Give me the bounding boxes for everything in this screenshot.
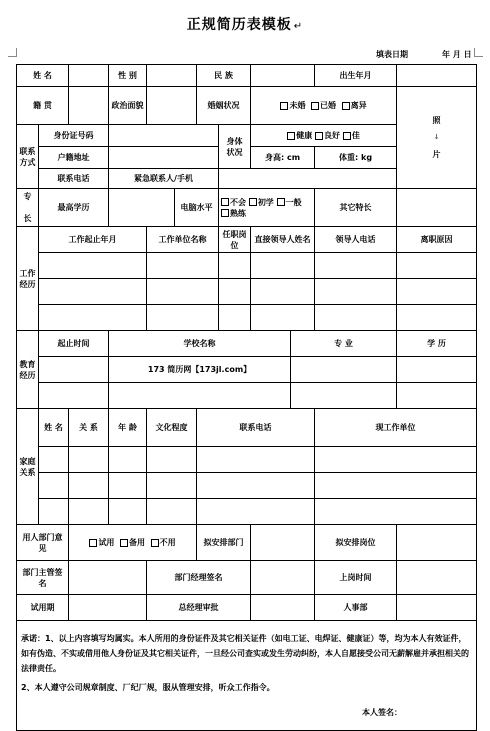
- edu-cell[interactable]: [109, 383, 291, 409]
- checkbox-icon[interactable]: [221, 198, 229, 206]
- family-cell[interactable]: [147, 473, 197, 499]
- family-cell[interactable]: [69, 447, 109, 473]
- family-header-employer: 现工作单位: [315, 409, 477, 447]
- edu-header-degree: 学 历: [397, 331, 477, 357]
- native-label: 籍 贯: [17, 87, 69, 125]
- hukou-label: 户籍地址: [39, 147, 109, 169]
- work-cell[interactable]: [39, 279, 147, 305]
- family-cell[interactable]: [109, 499, 147, 525]
- family-side-label: 家庭关系: [17, 409, 39, 525]
- family-cell[interactable]: [69, 499, 109, 525]
- gm-sign-field[interactable]: [251, 561, 315, 595]
- resume-form-table: [16, 64, 477, 731]
- table-row: [17, 279, 477, 305]
- signature-label: 本人签名：: [362, 708, 403, 717]
- work-cell[interactable]: [147, 253, 219, 279]
- family-cell[interactable]: [147, 447, 197, 473]
- name-field[interactable]: [69, 65, 109, 87]
- table-row: [17, 383, 477, 409]
- table-row: [17, 305, 477, 331]
- option-trial: 试用: [98, 538, 115, 547]
- table-row: [17, 227, 477, 253]
- table-row: [17, 595, 477, 621]
- family-cell[interactable]: [197, 499, 315, 525]
- checkbox-icon[interactable]: [249, 198, 257, 206]
- work-side-label: 工作经历: [17, 227, 39, 331]
- body-label-1: 身体: [226, 136, 243, 146]
- skill-side-label: [17, 189, 39, 227]
- gm-approve-field[interactable]: [251, 595, 315, 621]
- photo-label: 照: [432, 116, 441, 125]
- table-row: [17, 409, 477, 447]
- table-row: [17, 357, 477, 383]
- watermark-text: 173 简历网【173jl.com】: [109, 357, 291, 383]
- edu-cell[interactable]: [39, 357, 109, 383]
- start-time-label: 上岗时间: [315, 561, 397, 595]
- computer-label: 电脑水平: [175, 189, 219, 227]
- name-label: 姓 名: [17, 65, 69, 87]
- table-row: [17, 499, 477, 525]
- contact-side-label: 联系方式: [17, 125, 39, 189]
- option-skilled: 熟练: [230, 208, 247, 218]
- photo-label-2: 片: [432, 150, 441, 159]
- manager-sign-field[interactable]: [69, 561, 147, 595]
- checkbox-icon[interactable]: [342, 102, 350, 110]
- work-cell[interactable]: [219, 253, 251, 279]
- table-row: [17, 473, 477, 499]
- family-cell[interactable]: [315, 447, 477, 473]
- hr-dept-field[interactable]: [397, 595, 477, 621]
- option-good: 良好: [324, 131, 341, 140]
- work-cell[interactable]: [251, 305, 315, 331]
- family-cell[interactable]: [39, 499, 69, 525]
- ethnicity-label: 民 族: [197, 65, 251, 87]
- start-time-field[interactable]: [397, 561, 477, 595]
- table-row: [17, 561, 477, 595]
- degree-field[interactable]: [109, 189, 175, 227]
- native-field[interactable]: [69, 87, 109, 125]
- family-cell[interactable]: [39, 447, 69, 473]
- table-row: [17, 65, 477, 87]
- option-beginner: 初学: [257, 197, 274, 207]
- birth-label: 出生年月: [315, 65, 397, 87]
- weight-label[interactable]: 体重: kg: [315, 147, 397, 169]
- family-cell[interactable]: [315, 473, 477, 499]
- plan-dept-field[interactable]: [251, 525, 315, 561]
- commitment-line-2: 2、本人遵守公司规章制度、厂纪厂规，服从管理安排，听众工作指令。: [21, 683, 275, 692]
- table-row: [17, 525, 477, 561]
- skill-side-2: 长: [23, 214, 32, 223]
- edu-cell[interactable]: [397, 383, 477, 409]
- gm-approve-label: 总经理审批: [147, 595, 251, 621]
- work-cell[interactable]: [39, 305, 147, 331]
- checkbox-icon[interactable]: [151, 539, 159, 547]
- emergency-label: 紧急联系人/手机: [109, 169, 219, 189]
- health-options[interactable]: [251, 125, 397, 147]
- table-row: [17, 169, 477, 189]
- work-header-company: 工作单位名称: [147, 227, 219, 253]
- body-label: [219, 125, 251, 169]
- edu-header-school: 学校名称: [109, 331, 291, 357]
- family-cell[interactable]: [147, 499, 197, 525]
- work-cell[interactable]: [397, 305, 477, 331]
- title-text: 正规简历表模板: [186, 17, 292, 33]
- checkbox-icon[interactable]: [277, 198, 285, 206]
- commitment-line-1: 承诺：1、以上内容填写均属实。本人所用的身份证件及其它相关证件（如电工证、电焊证、健康证）等，均为本人有效证件，如有伪造、不实或借用他人身份证及其它相关证件，一旦经公司查实或发生劳动纠纷，本人自愿接受公司无薪解雇并承担相关的法律责任。: [21, 634, 469, 673]
- plan-post-field[interactable]: [397, 525, 477, 561]
- work-cell[interactable]: [251, 253, 315, 279]
- work-cell[interactable]: [39, 253, 147, 279]
- body-label-2: 状况: [226, 147, 243, 157]
- plan-post-label: 拟安排岗位: [315, 525, 397, 561]
- family-cell[interactable]: [69, 473, 109, 499]
- option-unmarried: 未婚: [289, 101, 306, 110]
- commitment-notes: [17, 621, 477, 731]
- edu-cell[interactable]: [397, 357, 477, 383]
- work-cell[interactable]: [251, 279, 315, 305]
- table-row: [17, 447, 477, 473]
- date-row: [16, 42, 490, 64]
- option-divorced: 离异: [350, 101, 367, 110]
- table-row: [17, 253, 477, 279]
- form-title: [0, 14, 490, 34]
- birth-field[interactable]: [397, 65, 477, 87]
- work-cell[interactable]: [397, 279, 477, 305]
- work-header-period: 工作起止年月: [39, 227, 147, 253]
- family-cell[interactable]: [197, 473, 315, 499]
- fill-date-label: 填表日期: [376, 50, 408, 59]
- work-cell[interactable]: [397, 253, 477, 279]
- work-cell[interactable]: [219, 279, 251, 305]
- work-cell[interactable]: [219, 305, 251, 331]
- option-reject: 不用: [159, 538, 176, 547]
- option-health: 健康: [296, 131, 313, 140]
- family-cell[interactable]: [109, 447, 147, 473]
- marital-options[interactable]: [251, 87, 397, 125]
- work-cell[interactable]: [147, 279, 219, 305]
- gm-sign-label: 部门经理签名: [147, 561, 251, 595]
- edu-cell[interactable]: [291, 357, 397, 383]
- family-header-relation: 关 系: [69, 409, 109, 447]
- work-cell[interactable]: [147, 305, 219, 331]
- table-row: [17, 87, 477, 125]
- family-cell[interactable]: [197, 447, 315, 473]
- edu-cell[interactable]: [291, 383, 397, 409]
- family-cell[interactable]: [109, 473, 147, 499]
- degree-label: 最高学历: [39, 189, 109, 227]
- table-row: [17, 189, 477, 227]
- option-married: 已婚: [320, 101, 337, 110]
- ethnicity-field[interactable]: [251, 65, 315, 87]
- fill-date-value: 年 月 日: [442, 50, 472, 59]
- skill-side-1: 专: [23, 192, 32, 201]
- political-label: 政治面貌: [109, 87, 147, 125]
- checkbox-icon[interactable]: [120, 539, 128, 547]
- option-average: 一般: [285, 197, 302, 207]
- other-skill-field[interactable]: [397, 189, 477, 227]
- checkbox-icon[interactable]: [343, 132, 351, 140]
- probation-field[interactable]: [69, 595, 147, 621]
- manager-sign-label: 部门主管签名: [17, 561, 69, 595]
- work-header-leader-phone: 领导人电话: [315, 227, 397, 253]
- probation-label: 试用期: [17, 595, 69, 621]
- emergency-field[interactable]: [219, 169, 477, 189]
- checkbox-icon[interactable]: [89, 539, 97, 547]
- id-label: 身份证号码: [39, 125, 109, 147]
- id-field[interactable]: [109, 125, 219, 147]
- political-field[interactable]: [147, 87, 197, 125]
- computer-options[interactable]: [219, 189, 315, 227]
- table-row: [17, 621, 477, 731]
- plan-dept-label: 拟安排部门: [197, 525, 251, 561]
- family-cell[interactable]: [39, 473, 69, 499]
- family-header-age: 年 龄: [109, 409, 147, 447]
- table-row: [17, 331, 477, 357]
- other-skill-label: 其它特长: [315, 189, 397, 227]
- hukou-field[interactable]: [109, 147, 219, 169]
- work-cell[interactable]: [315, 253, 397, 279]
- edu-header-period: 起止时间: [39, 331, 109, 357]
- height-label[interactable]: 身高: cm: [251, 147, 315, 169]
- checkbox-icon[interactable]: [287, 132, 295, 140]
- edu-side-label: 教育经历: [17, 331, 39, 409]
- gender-field[interactable]: [147, 65, 197, 87]
- phone-label: 联系电话: [39, 169, 109, 189]
- work-cell[interactable]: [315, 279, 397, 305]
- hr-dept-label: 人事部: [315, 595, 397, 621]
- arrow-down-icon: ↓: [433, 133, 440, 141]
- option-excellent: 佳: [351, 131, 360, 140]
- gender-label: 性 别: [109, 65, 147, 87]
- dept-opinion-label: 用人部门意见: [17, 525, 69, 561]
- return-mark-icon: ↵: [293, 21, 304, 32]
- option-backup: 备用: [129, 538, 146, 547]
- family-header-education: 文化程度: [147, 409, 197, 447]
- checkbox-icon[interactable]: [315, 132, 323, 140]
- edu-cell[interactable]: [39, 383, 109, 409]
- checkbox-icon[interactable]: [311, 102, 319, 110]
- work-header-leader: 直接领导人姓名: [251, 227, 315, 253]
- work-cell[interactable]: [315, 305, 397, 331]
- work-header-post: 任职岗位: [219, 227, 251, 253]
- family-header-name: 姓 名: [39, 409, 69, 447]
- edu-header-major: 专 业: [291, 331, 397, 357]
- dept-opinion-options[interactable]: [69, 525, 197, 561]
- checkbox-icon[interactable]: [280, 102, 288, 110]
- family-cell[interactable]: [315, 499, 477, 525]
- marital-label: 婚姻状况: [197, 87, 251, 125]
- checkbox-icon[interactable]: [221, 209, 229, 217]
- family-header-phone: 联系电话: [197, 409, 315, 447]
- work-header-reason: 离职原因: [397, 227, 477, 253]
- option-none: 不会: [230, 197, 247, 207]
